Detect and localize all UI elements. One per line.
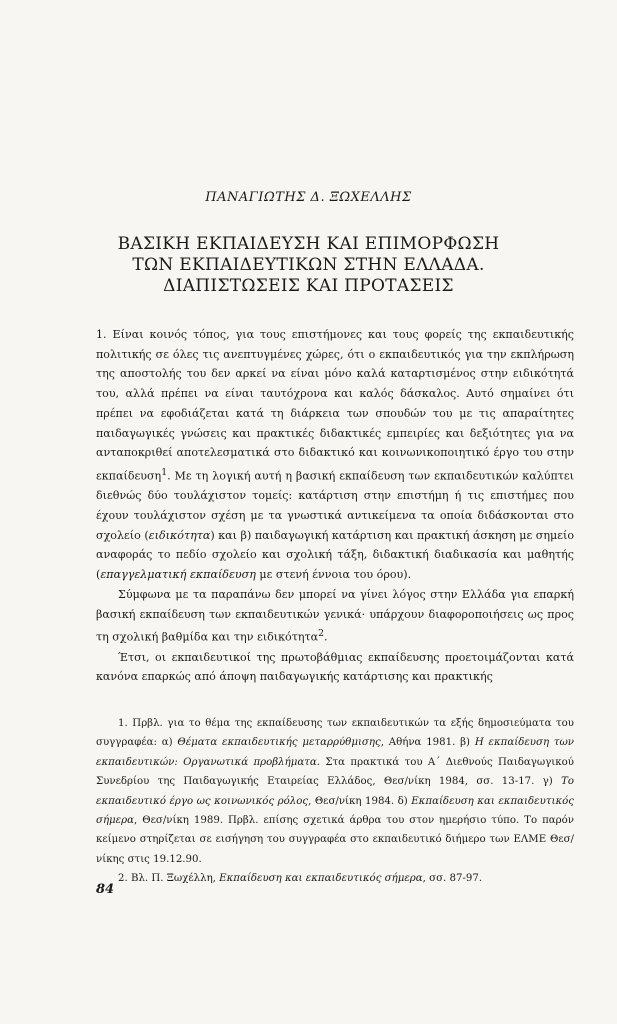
article-body [96, 325, 574, 687]
emphasis-text: ειδικότητα [148, 528, 211, 542]
paragraph-2 [96, 585, 574, 648]
footnote-1 [96, 714, 574, 869]
title-line: ΒΑΣΙΚΗ ΕΚΠΑΙΔΕΥΣΗ ΚΑΙ ΕΠΙΜΟΡΦΩΣΗ [117, 234, 500, 254]
article-title [60, 234, 557, 297]
paragraph-1 [96, 325, 574, 585]
paragraph-text: με στενή έννοια του όρου). [255, 568, 412, 582]
footnote-text: 1. Πρβλ. για το θέμα της εκπαίδευσης των εκπαιδευτικών τα εξής δημοσιεύματα του συγγραφέα: α) [96, 718, 574, 749]
footnote-text: , Θεσ/νίκη 1984. δ) [308, 795, 412, 807]
footnote-ref: 2 [318, 628, 325, 640]
footnote-text: 2. Βλ. Π. Ξωχέλλη, [118, 873, 220, 885]
title-line: ΤΩΝ ΕΚΠΑΙΔΕΥΤΙΚΩΝ ΣΤΗΝ ΕΛΛΑΔΑ. [132, 255, 485, 275]
footnote-text: Στα πρακτικά του Α΄ Διεθνούς Παιδαγωγικού Συνεδρίου της Παιδαγωγικής Εταιρείας Ελλάδος, Θεσ/νίκη 1984, σσ. 13-17. γ) [96, 756, 574, 788]
paragraph-3: Έτσι, οι εκπαιδευτικοί της πρωτοβάθμιας εκπαίδευσης προετοιμάζονται κατά κανόνα επαρκώς από άποψη παιδαγωγικής κατάρτισης και πρακτικής [96, 650, 574, 684]
footnote-title: Το εκπαιδευτικό έργο ως κοινωνικός ρόλος [96, 776, 574, 807]
footnote-title: Εκπαίδευση και εκπαιδευτικός σήμερα [96, 795, 574, 827]
paragraph-text: 1. Είναι κοινός τόπος, για τους επιστήμονες και τους φορείς της εκπαιδευτικής πολιτικής σε όλες τις ανεπτυγμένες χώρες, ότι ο εκπαιδευτικός για την εκπλήρωση της αποστολής του δεν αρκεί να είναι μόνο καλά καταρτισμένος στην ειδικότητά του, αλλά πρέπει να είναι ταυτόχρονα και καλός δάσκαλος. Αυτό σημαίνει ότι πρέπει να εφοδιάζεται κατά τη διάρκεια των σπουδών του με τις απαραίτητες παιδαγωγικές γνώσεις και πρακτικές διδακτικές εμπειρίες και δεξιότητες για να ανταποκριθεί αποτελεσματικά στο διδακτικό και κοινωνικοποιητικό έργο του στην εκπαίδευση [96, 328, 574, 483]
author-name: ΠΑΝΑΓΙΩΤΗΣ Δ. ΞΩΧΕΛΛΗΣ [205, 190, 412, 205]
footnotes [96, 714, 574, 889]
paragraph-text: ) και β) παιδαγωγική κατάρτιση και πρακτική άσκηση με σημείο αναφοράς το πεδίο σχολείο και σχολική τάξη, διδακτική διαδικασία και μαθητής ( [96, 528, 574, 582]
emphasis-text: επαγγελματική εκπαίδευση [100, 568, 256, 582]
title-line: ΔΙΑΠΙΣΤΩΣΕΙΣ ΚΑΙ ΠΡΟΤΑΣΕΙΣ [163, 276, 454, 296]
paragraph-text: . Με τη λογική αυτή η βασική εκπαίδευση των εκπαιδευτικών καλύπτει διεθνώς δύο τουλάχιστον τομείς: κατάρτιση στην επιστήμη ή τις επιστήμες που έχουν τουλάχιστον σχέση με τα γνωστικά αντικείμενα τα οποία διδάσκονται στο σχολείο ( [96, 469, 574, 542]
footnote-title: Θέματα εκπαιδευτικής μεταρρύθμισης [177, 737, 381, 749]
footnote-text: , σσ. 87-97. [422, 873, 483, 885]
footnote-title: Εκπαίδευση και εκπαιδευτικός σήμερα [219, 873, 423, 885]
footnote-ref: 1 [161, 466, 168, 478]
paragraph-text: . [324, 630, 328, 644]
paragraph-text: Σύμφωνα με τα παραπάνω δεν μπορεί να γίνει λόγος στην Ελλάδα για επαρκή βασική εκπαίδευση των εκπαιδευτικών γενικά· υπάρχουν διαφοροποιήσεις ως προς τη σχολική βαθμίδα και την ειδικότητα [96, 587, 574, 644]
footnote-text: , Θεσ/νίκη 1989. Πρβλ. επίσης σχετικά άρθρα του στον ημερήσιο τύπο. Το παρόν κείμενο στηρίζεται σε εισήγηση του συγγραφέα στο εκπαιδευτικό διήμερο των ΕΛΜΕ Θεσ/νίκης στις 19.12.90. [96, 815, 574, 865]
footnote-2 [96, 869, 574, 888]
page-number: 84 [96, 882, 115, 897]
footnote-text: , Αθήνα 1981. β) [380, 737, 475, 749]
footnote-title: Η εκπαίδευση των εκπαιδευτικών: Οργανωτικά προβλήματα. [96, 737, 574, 768]
